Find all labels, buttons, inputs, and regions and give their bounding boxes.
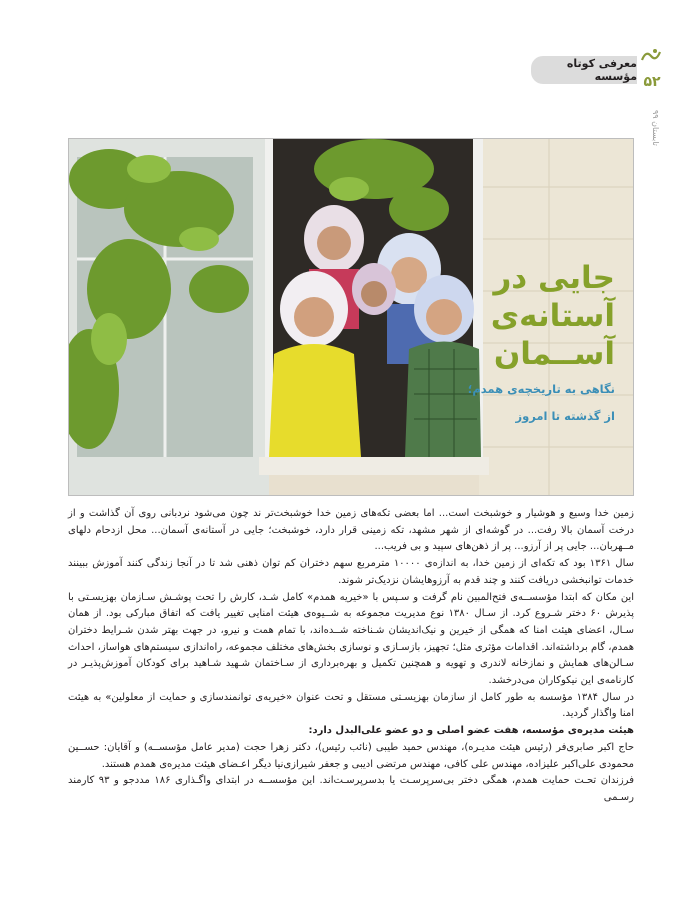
paragraph-management: این مکان که ابتدا مؤسســه‌ی فتح‌المبین نام گرفت و سـپس با «خیریه همدم» کامل شـد، کارش را تحت پوشـش سـازمان بهزیسـتی با پذیرش ۶۰ دختر شـروع کرد. از سـال ۱۳۸۰ نوع مدیریت مجموعه به شــیوه‌ی هیئت امنایی تغییر یافت که اتفاق مبارکی بود. از همان سـال، اعضای هیئت امنا که همگی از خیرین و نیک‌اندیشان شـناخته شــده‌اند، با تمام همت و نیرو، در جهت بهتر شدن شـرایط دختران همدم، گام برداشته‌اند. اقدامات مؤثری مثل؛ تجهیز، بازسـازی و نوسازی بخش‌های مختلف مجموعه، راه‌اندازی سیستم‌های هواساز، احداث سـالن‌های همایش و نمازخانه لاندری و تهویه و همچنین تکمیل و بهره‌برداری از سـاختمان شـهید شـاهید برای کودکان آموزش‌پذیـر در کارنامه‌ی این نیکوکاران می‌درخشد. (68, 591, 635, 687)
feature-title-line-2: آستانه‌ی (490, 298, 615, 334)
feature-photo (68, 138, 634, 496)
hamdam-logo-icon (640, 46, 662, 66)
issue-label: تابستان ۹۹ (651, 110, 660, 146)
paragraph-history: سال ۱۳۶۱ بود که تکه‌ای از زمین خدا، به اندازه‌ی ۱۰۰۰۰ مترمربع سهم دختران کم توان ذهنی شد تا در آنجا زندگی کنند آموزش ببینند خدمات توانبخشی دریافت کنند و چند قدم به آرزوهایشان نزدیک‌تر شوند. (68, 558, 634, 586)
paragraph-independence: در سال ۱۳۸۴ مؤسسه به طور کامل از سازمان بهزیسـتی مستقل و تحت عنوان «خیریه‌ی توانمندسازی و حمایت از معلولین» به هیئت امنا واگذار گردید. (68, 691, 634, 720)
feature-subtitle-line-2: از گذشته تا امروز (515, 409, 615, 423)
board-heading: هیئت مدیره‌ی مؤسسه، هفت عضو اصلی و دو عضو علی‌البدل دارد: (308, 725, 634, 737)
section-title-tab (531, 56, 637, 84)
feature-subtitle-line-1: نگاهی به تاریخچه‌ی همدم؛ (467, 382, 615, 396)
section-title: معرفی کوتاه مؤسسه (566, 57, 637, 83)
feature-title-line-3: آســمان (493, 336, 615, 372)
article-body (68, 506, 634, 807)
paragraph-board-members: حاج اکبر صابری‌فر (رئیس هیئت مدیـره)، مهندس حمید طیبی (نائب رئیس)، دکتر زهرا حجت (مدیر عامل مؤسســه) و آقایان: حســین محمودی علی‌اکبر علیزاده، مهندس علی کافی، مهندس مرتضی ادیبی و جعفر شیرازی‌نیا دیگر اعـضای هیئت مدیره‌ی همدم هستند. (68, 741, 634, 770)
feature-headline (465, 259, 615, 427)
paragraph-children: فرزندان تحـت حمایت همدم، همگی دختر بی‌سرپرسـت یا بدسرپرسـت‌اند. این مؤسســه در ابتدای واگـذاری ۱۸۶ مددجو و ۹۳ کارمند رسـمی (68, 775, 634, 803)
feature-title-line-1: جایی در (493, 260, 615, 296)
paragraph-intro: زمین خدا وسیع و هوشیار و خوشبخت است... اما بعضی تکه‌های زمین خدا خوشبخت‌تر ند چون می‌شود نردبانی روی آن گذاشت و از درخت آسمان بالا رفت... در گوشه‌ای از شهر مشهد، تکه زمینی قرار دارد، خوشبخت؛ جایی در آستانه‌ی آسمان... محل ازدحام دلهای مــهربان... جایی پر از آرزو... پر از ذهن‌های سپید و بی فریب... (68, 508, 634, 553)
page-number: ۵۲ (643, 74, 661, 90)
